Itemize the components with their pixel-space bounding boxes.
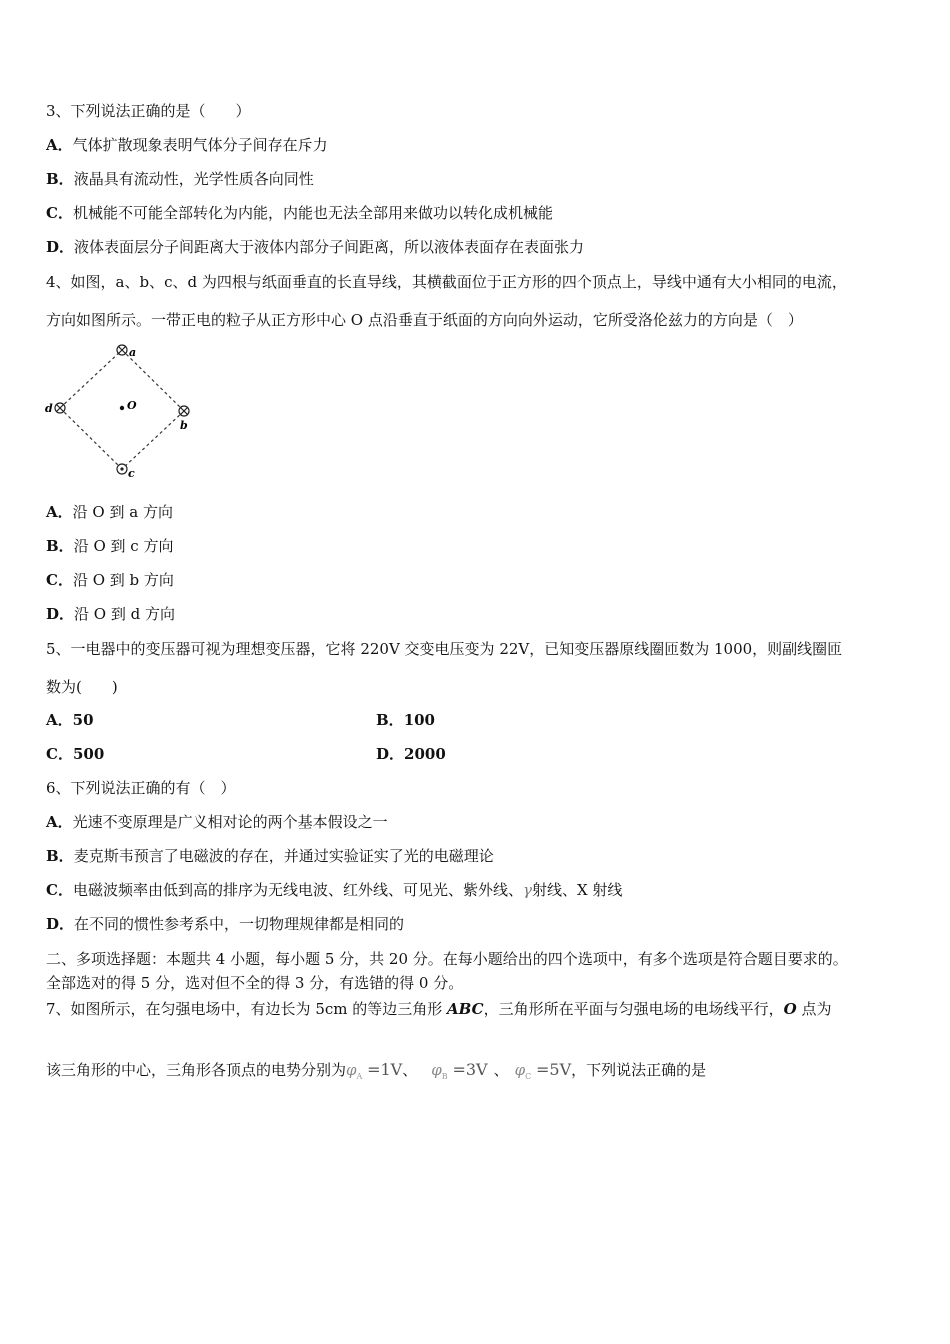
q4-stem-line2: 方向如图所示。一带正电的粒子从正方形中心 O 点沿垂直于纸面的方向向外运动，它所受洛伦兹力的方向是（ ） <box>46 311 803 329</box>
label-b: b <box>180 419 188 432</box>
q7-text: 点为 <box>796 1000 832 1018</box>
q5-option-a <box>46 710 94 730</box>
option-text: 液晶具有流动性，光学性质各向同性 <box>73 170 314 188</box>
wire-a-into-page-icon <box>117 345 127 355</box>
q4-option-a <box>46 502 173 522</box>
option-text: 气体扩散现象表明气体分子间存在斥力 <box>72 136 328 154</box>
option-text: 机械能不可能全部转化为内能，内能也无法全部用来做功以转化成机械能 <box>72 204 553 222</box>
option-text: 液体表面层分子间距离大于液体内部分子间距离，所以液体表面存在表面张力 <box>74 238 585 256</box>
point-o: O <box>783 1000 797 1018</box>
subscript-c: C <box>525 1072 532 1081</box>
option-label: D． <box>46 605 75 623</box>
option-label: A． <box>46 711 73 729</box>
option-text: 100 <box>403 711 435 729</box>
option-label: A． <box>46 813 73 831</box>
option-label: B． <box>46 170 74 188</box>
q4-option-c <box>46 570 174 590</box>
potential-a <box>346 1061 402 1079</box>
q6-option-a <box>46 812 388 832</box>
q3-option-d <box>46 237 584 257</box>
q4-stem-line1: 4、如图，a、b、c、d 为四根与纸面垂直的长直导线，其横截面位于正方形的四个顶点上，导线中通有大小相同的电流， <box>46 273 847 291</box>
potential-c-value: =5V <box>536 1060 572 1079</box>
q7-stem-line2 <box>46 1060 706 1087</box>
option-text: 500 <box>72 745 105 763</box>
option-label: B． <box>46 537 74 555</box>
phi-symbol: φ <box>346 1061 357 1079</box>
option-label: D． <box>46 915 75 933</box>
option-label: A． <box>46 136 73 154</box>
option-label: C． <box>46 745 73 763</box>
q3-option-b <box>46 169 314 189</box>
q4-option-d <box>46 604 175 624</box>
option-label: C． <box>46 881 73 899</box>
option-label: C． <box>46 571 73 589</box>
q7-text: ，下列说法正确的是 <box>571 1061 707 1079</box>
q3-stem: 3、下列说法正确的是（ ） <box>46 102 251 120</box>
wire-b-into-page-icon <box>179 406 189 416</box>
q5-stem-line1: 5、一电器中的变压器可视为理想变压器，它将 220V 交变电压变为 22V，已知变压器原线圈匝数为 1000，则副线圈匝 <box>46 640 843 658</box>
potential-b-value: =3V <box>452 1060 488 1079</box>
phi-symbol: φ <box>514 1061 526 1079</box>
option-label: D． <box>46 238 75 256</box>
section2-instructions-line1: 二、多项选择题：本题共 4 小题，每小题 5 分，共 20 分。在每小题给出的四个选项中，有多个选项是符合题目要求的。 <box>46 950 848 968</box>
label-c: c <box>128 467 135 480</box>
q5-option-b <box>376 710 435 730</box>
phi-symbol: φ <box>431 1061 442 1079</box>
label-d: d <box>45 402 53 415</box>
potential-a-value: =1V <box>367 1060 403 1079</box>
q6-option-b <box>46 846 494 866</box>
option-text: 沿 O 到 b 方向 <box>72 571 174 589</box>
gamma-symbol: γ <box>522 881 532 899</box>
q6-stem: 6、下列说法正确的有（ ） <box>46 779 236 797</box>
option-text: 沿 O 到 d 方向 <box>74 605 175 623</box>
q5-option-d <box>376 744 446 764</box>
triangle-abc: ABC <box>447 1000 484 1018</box>
label-o: O <box>127 399 137 412</box>
option-text-before: 电磁波频率由低到高的排序为无线电波、红外线、可见光、紫外线、 <box>72 881 523 899</box>
q4-option-b <box>46 536 173 556</box>
q7-text: 7、如图所示，在匀强电场中，有边长为 5cm 的等边三角形 <box>46 1000 448 1018</box>
subscript-a: A <box>356 1072 363 1081</box>
option-label: B． <box>46 847 74 865</box>
wire-d-into-page-icon <box>55 403 65 413</box>
q7-text: ，三角形所在平面与匀强电场的电场线平行， <box>483 1000 784 1018</box>
option-text: 麦克斯韦预言了电磁波的存在，并通过实验证实了光的电磁理论 <box>73 847 494 865</box>
label-a: a <box>129 346 137 359</box>
q3-option-a <box>46 135 328 155</box>
option-text: 50 <box>72 711 94 729</box>
potential-c <box>515 1061 572 1079</box>
potential-b <box>431 1061 487 1079</box>
section2-instructions-line2: 全部选对的得 5 分，选对但不全的得 3 分，有选错的得 0 分。 <box>46 974 464 992</box>
option-text-after: 射线、X 射线 <box>531 881 623 899</box>
option-text: 光速不变原理是广义相对论的两个基本假设之一 <box>72 813 388 831</box>
option-label: A． <box>46 503 73 521</box>
q7-text: 该三角形的中心，三角形各顶点的电势分别为 <box>46 1061 347 1079</box>
option-text: 沿 O 到 c 方向 <box>73 537 174 555</box>
q5-option-c <box>46 744 104 764</box>
option-text: 在不同的惯性参考系中，一切物理规律都是相同的 <box>74 915 405 933</box>
q7-stem-line1 <box>46 999 831 1019</box>
center-point-o-icon <box>120 406 124 410</box>
option-label: D． <box>376 745 405 763</box>
option-label: C． <box>46 204 73 222</box>
q4-figure-square-wires <box>40 338 200 480</box>
option-text: 沿 O 到 a 方向 <box>72 503 173 521</box>
q6-option-c <box>46 880 622 900</box>
separator: 、 <box>402 1061 418 1079</box>
option-text: 2000 <box>404 745 446 763</box>
q3-option-c <box>46 203 553 223</box>
separator: 、 <box>493 1061 509 1079</box>
option-label: B． <box>376 711 404 729</box>
wire-c-out-of-page-icon <box>117 464 127 474</box>
q5-stem-line2: 数为( ) <box>46 678 118 696</box>
q6-option-d <box>46 914 404 934</box>
subscript-b: B <box>441 1072 448 1081</box>
